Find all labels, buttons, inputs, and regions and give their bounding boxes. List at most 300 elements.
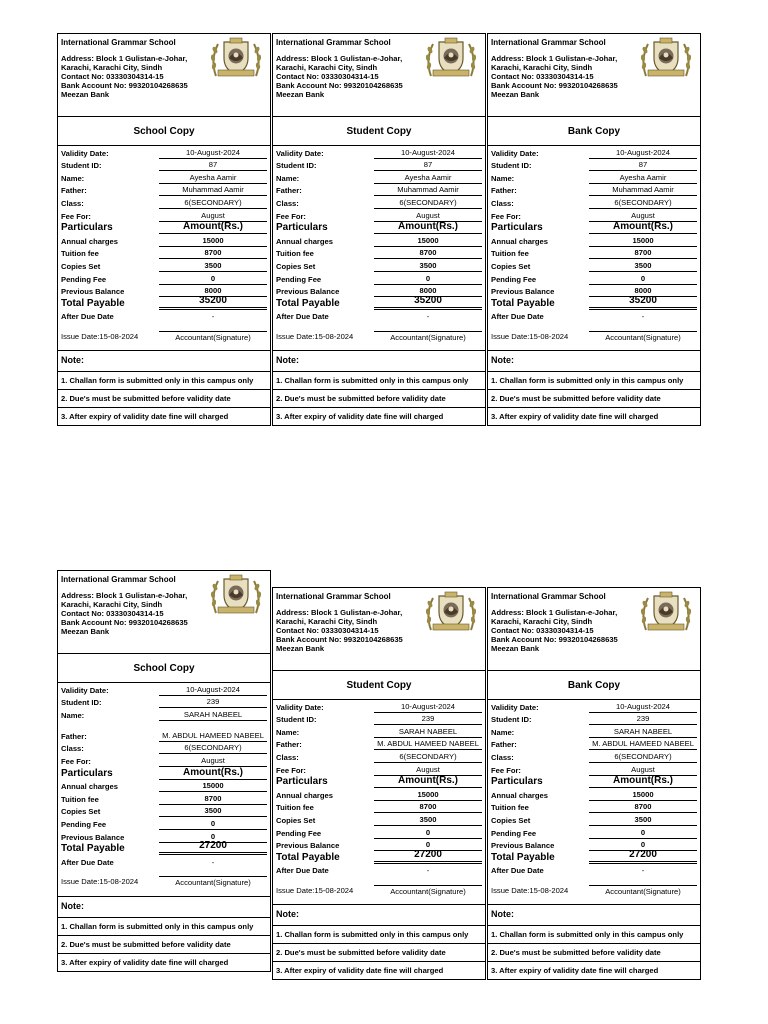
annual-charges-row <box>273 788 485 801</box>
school-name: International Grammar School <box>61 38 176 47</box>
name-value: SARAH NABEEL <box>589 727 697 738</box>
after-due-row <box>273 310 485 323</box>
note-heading: Note: <box>58 897 270 918</box>
tuition-fee-row <box>58 247 270 260</box>
school-crest-logo <box>208 36 264 80</box>
student-id-label: Student ID: <box>61 698 102 708</box>
issue-date: Issue Date:15-08-2024 <box>61 877 139 887</box>
particulars-header-row <box>488 776 700 789</box>
pending-fee-value: 0 <box>589 828 697 839</box>
name-label: Name: <box>61 710 85 720</box>
class-label: Class: <box>276 752 299 762</box>
pending-fee-label: Pending Fee <box>276 828 322 838</box>
tuition-fee-label: Tuition fee <box>491 249 529 259</box>
school-header <box>273 588 485 671</box>
fee-for-value: August <box>589 211 697 222</box>
particulars-header-row <box>273 776 485 789</box>
rule-before-validity: 2. Due's must be submitted before validity date <box>273 944 485 962</box>
rule-fine: 3. After expiry of validity date fine will charged <box>491 412 659 422</box>
total-payable-row <box>273 848 485 864</box>
challan-details <box>488 146 700 425</box>
class-value: 6(SECONDARY) <box>589 198 697 209</box>
father-value: Muhammad Aamir <box>159 185 267 196</box>
contact-line: Contact No: 03330304314-15 <box>276 626 379 635</box>
father-label: Father: <box>276 186 302 196</box>
copies-set-label: Copies Set <box>491 261 531 271</box>
class-label: Class: <box>61 198 84 208</box>
accountant-signature: Accountant(Signature) <box>374 331 482 342</box>
class-row <box>488 196 700 209</box>
school-crest-logo <box>638 36 694 80</box>
total-payable-row <box>273 294 485 310</box>
after-due-label: After Due Date <box>61 312 114 322</box>
rule-fine: 3. After expiry of validity date fine will charged <box>276 412 444 422</box>
fee-for-row <box>273 763 485 776</box>
school-name: International Grammar School <box>491 592 606 601</box>
school-name: International Grammar School <box>491 38 606 47</box>
after-due-row <box>273 864 485 877</box>
validity-row <box>488 146 700 159</box>
name-value: SARAH NABEEL <box>159 710 267 721</box>
address-line: Karachi, Karachi City, Sindh <box>61 600 163 609</box>
fee-challan <box>272 33 486 426</box>
rule-before-validity: 2. Due's must be submitted before validity date <box>273 390 485 408</box>
copy-title: Bank Copy <box>488 671 700 700</box>
bank-name-line: Meezan Bank <box>276 644 325 653</box>
tuition-fee-value: 8700 <box>589 248 697 259</box>
father-label: Father: <box>491 186 517 196</box>
address-line: Address: Block 1 Gulistan-e-Johar, <box>61 54 188 63</box>
address-line: Address: Block 1 Gulistan-e-Johar, <box>491 608 618 617</box>
amount-header: Amount(Rs.) <box>374 221 482 234</box>
issue-signature-row <box>58 868 270 897</box>
copies-set-row <box>58 259 270 272</box>
address-line: Address: Block 1 Gulistan-e-Johar, <box>61 591 188 600</box>
total-payable-value: 27200 <box>374 849 482 864</box>
contact-line: Contact No: 03330304314-15 <box>491 626 594 635</box>
fee-for-value: August <box>159 211 267 222</box>
amount-header: Amount(Rs.) <box>159 221 267 234</box>
annual-charges-value: 15000 <box>159 236 267 247</box>
pending-fee-value: 0 <box>159 819 267 830</box>
school-crest-logo <box>208 573 264 617</box>
contact-line: Contact No: 03330304314-15 <box>276 72 379 81</box>
pending-fee-label: Pending Fee <box>61 819 107 829</box>
after-due-label: After Due Date <box>276 866 329 876</box>
challan-details <box>488 700 700 979</box>
class-label: Class: <box>491 752 514 762</box>
address-line: Karachi, Karachi City, Sindh <box>61 63 163 72</box>
fee-for-row <box>488 763 700 776</box>
father-value: Muhammad Aamir <box>589 185 697 196</box>
school-header <box>488 588 700 671</box>
issue-date: Issue Date:15-08-2024 <box>491 885 569 895</box>
fee-for-label: Fee For: <box>491 765 521 775</box>
class-value: 6(SECONDARY) <box>159 743 267 754</box>
student-id-label: Student ID: <box>276 161 317 171</box>
tuition-fee-label: Tuition fee <box>61 794 99 804</box>
pending-fee-row <box>273 826 485 839</box>
particulars-label: Particulars <box>276 776 328 788</box>
after-due-value: - <box>426 866 430 876</box>
tuition-fee-row <box>488 801 700 814</box>
accountant-signature: Accountant(Signature) <box>589 331 697 342</box>
amount-header: Amount(Rs.) <box>589 221 697 234</box>
previous-balance-label: Previous Balance <box>61 287 125 297</box>
amount-header: Amount(Rs.) <box>159 767 267 780</box>
bank-account-line: Bank Account No: 99320104268635 <box>61 81 188 90</box>
after-due-label: After Due Date <box>491 866 544 876</box>
address-line: Address: Block 1 Gulistan-e-Johar, <box>491 54 618 63</box>
particulars-label: Particulars <box>61 222 113 234</box>
annual-charges-value: 15000 <box>589 236 697 247</box>
issue-date: Issue Date:15-08-2024 <box>491 331 569 341</box>
total-payable-value: 27200 <box>159 840 267 855</box>
issue-signature-row <box>58 322 270 351</box>
fee-challan <box>57 33 271 426</box>
validity-value: 10-August-2024 <box>374 702 482 713</box>
class-row <box>273 750 485 763</box>
student-id-row <box>488 159 700 172</box>
student-id-row <box>273 159 485 172</box>
total-payable-row <box>58 840 270 856</box>
bank-name-line: Meezan Bank <box>491 644 540 653</box>
total-payable-value: 35200 <box>374 295 482 310</box>
pending-fee-label: Pending Fee <box>61 274 107 284</box>
copies-set-value: 3500 <box>159 261 267 272</box>
after-due-value: - <box>211 857 215 867</box>
annual-charges-row <box>488 234 700 247</box>
name-row <box>488 171 700 184</box>
rule-before-validity: 2. Due's must be submitted before validity date <box>58 390 270 408</box>
father-value: M. ABDUL HAMEED NABEEL <box>589 739 697 750</box>
note-heading: Note: <box>58 351 270 372</box>
challan-details <box>273 146 485 425</box>
rule-campus-only: 1. Challan form is submitted only in this campus only <box>488 926 700 944</box>
father-row <box>58 184 270 197</box>
pending-fee-label: Pending Fee <box>491 274 537 284</box>
bank-name-line: Meezan Bank <box>61 90 110 99</box>
pending-fee-row <box>488 826 700 839</box>
previous-balance-label: Previous Balance <box>276 841 340 851</box>
address-line: Karachi, Karachi City, Sindh <box>276 63 378 72</box>
pending-fee-value: 0 <box>159 274 267 285</box>
name-label: Name: <box>276 173 300 183</box>
class-row <box>58 196 270 209</box>
school-name: International Grammar School <box>276 592 391 601</box>
rule-before-validity: 2. Due's must be submitted before validity date <box>488 944 700 962</box>
fee-challan <box>57 570 271 972</box>
school-header <box>58 571 270 654</box>
rule-campus-only: 1. Challan form is submitted only in this campus only <box>58 372 270 390</box>
fee-challan <box>487 587 701 980</box>
pending-fee-row <box>58 272 270 285</box>
tuition-fee-row <box>273 801 485 814</box>
fee-for-row <box>273 209 485 222</box>
class-value: 6(SECONDARY) <box>374 198 482 209</box>
student-id-label: Student ID: <box>491 161 532 171</box>
copies-set-value: 3500 <box>374 815 482 826</box>
accountant-signature: Accountant(Signature) <box>589 885 697 896</box>
pending-fee-value: 0 <box>589 274 697 285</box>
father-row <box>58 721 270 742</box>
after-due-value: - <box>426 312 430 322</box>
particulars-header-row <box>273 222 485 235</box>
tuition-fee-label: Tuition fee <box>61 249 99 259</box>
accountant-signature: Accountant(Signature) <box>374 885 482 896</box>
note-heading: Note: <box>273 905 485 926</box>
particulars-header-row <box>58 222 270 235</box>
bank-name-line: Meezan Bank <box>276 90 325 99</box>
validity-value: 10-August-2024 <box>589 148 697 159</box>
class-row <box>273 196 485 209</box>
previous-balance-label: Previous Balance <box>491 841 555 851</box>
school-crest-logo <box>638 590 694 634</box>
validity-row <box>58 146 270 159</box>
copies-set-row <box>58 805 270 818</box>
father-label: Father: <box>61 186 87 196</box>
particulars-label: Particulars <box>491 222 543 234</box>
contact-line: Contact No: 03330304314-15 <box>61 72 164 81</box>
father-row <box>488 184 700 197</box>
total-payable-label: Total Payable <box>276 851 340 863</box>
contact-line: Contact No: 03330304314-15 <box>61 609 164 618</box>
school-name: International Grammar School <box>61 575 176 584</box>
address-line: Address: Block 1 Gulistan-e-Johar, <box>276 608 403 617</box>
tuition-fee-value: 8700 <box>374 802 482 813</box>
amount-header: Amount(Rs.) <box>589 775 697 788</box>
issue-date: Issue Date:15-08-2024 <box>276 331 354 341</box>
issue-signature-row <box>273 876 485 905</box>
previous-balance-label: Previous Balance <box>276 287 340 297</box>
bank-name-line: Meezan Bank <box>491 90 540 99</box>
copies-set-label: Copies Set <box>61 807 101 817</box>
annual-charges-row <box>58 234 270 247</box>
student-id-row <box>58 159 270 172</box>
copy-title: School Copy <box>58 654 270 683</box>
student-id-value: 239 <box>374 714 482 725</box>
validity-row <box>58 683 270 696</box>
name-value: SARAH NABEEL <box>374 727 482 738</box>
father-row <box>273 184 485 197</box>
pending-fee-value: 0 <box>374 274 482 285</box>
particulars-label: Particulars <box>276 222 328 234</box>
validity-value: 10-August-2024 <box>589 702 697 713</box>
class-value: 6(SECONDARY) <box>589 752 697 763</box>
tuition-fee-value: 8700 <box>589 802 697 813</box>
annual-charges-label: Annual charges <box>276 790 333 800</box>
accountant-signature: Accountant(Signature) <box>159 876 267 887</box>
pending-fee-row <box>488 272 700 285</box>
copies-set-value: 3500 <box>159 806 267 817</box>
total-payable-label: Total Payable <box>61 297 125 309</box>
fee-for-value: August <box>159 756 267 767</box>
class-label: Class: <box>491 198 514 208</box>
after-due-row <box>488 864 700 877</box>
fee-challan <box>272 587 486 980</box>
particulars-label: Particulars <box>61 767 113 779</box>
challan-details <box>58 146 270 425</box>
father-value: Muhammad Aamir <box>374 185 482 196</box>
student-id-row <box>58 696 270 709</box>
tuition-fee-row <box>58 792 270 805</box>
father-row <box>488 738 700 751</box>
bank-account-line: Bank Account No: 99320104268635 <box>491 81 618 90</box>
rule-campus-only: 1. Challan form is submitted only in this campus only <box>273 926 485 944</box>
annual-charges-label: Annual charges <box>61 782 118 792</box>
name-row <box>488 725 700 738</box>
class-value: 6(SECONDARY) <box>159 198 267 209</box>
after-due-value: - <box>211 312 215 322</box>
previous-balance-value: 8000 <box>374 286 482 297</box>
issue-signature-row <box>488 876 700 905</box>
validity-row <box>273 146 485 159</box>
rule-before-validity: 2. Due's must be submitted before validity date <box>58 936 270 954</box>
issue-date: Issue Date:15-08-2024 <box>61 331 139 341</box>
copy-title: Bank Copy <box>488 117 700 146</box>
tuition-fee-label: Tuition fee <box>276 249 314 259</box>
validity-value: 10-August-2024 <box>159 148 267 159</box>
validity-row <box>488 700 700 713</box>
challan-details <box>58 683 270 971</box>
school-header <box>58 34 270 117</box>
copies-set-row <box>488 813 700 826</box>
total-payable-value: 35200 <box>589 295 697 310</box>
tuition-fee-row <box>273 247 485 260</box>
name-value: Ayesha Aamir <box>159 173 267 184</box>
accountant-signature: Accountant(Signature) <box>159 331 267 342</box>
previous-balance-label: Previous Balance <box>61 832 125 842</box>
validity-value: 10-August-2024 <box>374 148 482 159</box>
student-id-value: 87 <box>159 160 267 171</box>
annual-charges-value: 15000 <box>589 790 697 801</box>
validity-label: Validity Date: <box>276 702 324 712</box>
after-due-label: After Due Date <box>491 312 544 322</box>
after-due-label: After Due Date <box>61 857 114 867</box>
fee-challan <box>487 33 701 426</box>
pending-fee-row <box>58 817 270 830</box>
name-label: Name: <box>276 727 300 737</box>
after-due-value: - <box>641 312 645 322</box>
student-id-value: 239 <box>159 697 267 708</box>
after-due-row <box>58 310 270 323</box>
school-name: International Grammar School <box>276 38 391 47</box>
school-header <box>273 34 485 117</box>
school-crest-logo <box>423 590 479 634</box>
fee-for-label: Fee For: <box>61 211 91 221</box>
copies-set-value: 3500 <box>374 261 482 272</box>
copies-set-row <box>273 813 485 826</box>
father-label: Father: <box>61 731 87 741</box>
annual-charges-row <box>58 780 270 793</box>
pending-fee-label: Pending Fee <box>276 274 322 284</box>
previous-balance-value: 0 <box>159 832 267 843</box>
total-payable-row <box>58 294 270 310</box>
bank-account-line: Bank Account No: 99320104268635 <box>276 81 403 90</box>
school-crest-logo <box>423 36 479 80</box>
pending-fee-row <box>273 272 485 285</box>
student-id-value: 87 <box>589 160 697 171</box>
name-label: Name: <box>61 173 85 183</box>
amount-header: Amount(Rs.) <box>374 775 482 788</box>
pending-fee-value: 0 <box>374 828 482 839</box>
issue-signature-row <box>273 322 485 351</box>
father-value: M. ABDUL HAMEED NABEEL <box>374 739 482 750</box>
total-payable-label: Total Payable <box>276 297 340 309</box>
tuition-fee-value: 8700 <box>374 248 482 259</box>
issue-signature-row <box>488 322 700 351</box>
copies-set-value: 3500 <box>589 261 697 272</box>
class-row <box>488 750 700 763</box>
total-payable-label: Total Payable <box>491 297 555 309</box>
tuition-fee-label: Tuition fee <box>276 803 314 813</box>
student-id-value: 239 <box>589 714 697 725</box>
father-value: M. ABDUL HAMEED NABEEL <box>159 731 267 742</box>
tuition-fee-row <box>488 247 700 260</box>
annual-charges-value: 15000 <box>159 781 267 792</box>
tuition-fee-value: 8700 <box>159 248 267 259</box>
after-due-row <box>488 310 700 323</box>
tuition-fee-label: Tuition fee <box>491 803 529 813</box>
name-row <box>273 725 485 738</box>
student-id-value: 87 <box>374 160 482 171</box>
annual-charges-value: 15000 <box>374 790 482 801</box>
annual-charges-label: Annual charges <box>61 236 118 246</box>
validity-row <box>273 700 485 713</box>
address-line: Karachi, Karachi City, Sindh <box>276 617 378 626</box>
name-row <box>58 708 270 721</box>
fee-for-row <box>58 754 270 767</box>
annual-charges-row <box>273 234 485 247</box>
particulars-header-row <box>488 222 700 235</box>
copy-title: Student Copy <box>273 671 485 700</box>
student-id-row <box>273 713 485 726</box>
student-id-label: Student ID: <box>276 715 317 725</box>
validity-label: Validity Date: <box>491 148 539 158</box>
fee-for-value: August <box>374 211 482 222</box>
student-id-label: Student ID: <box>61 161 102 171</box>
after-due-value: - <box>641 866 645 876</box>
particulars-header-row <box>58 767 270 780</box>
copies-set-label: Copies Set <box>276 815 316 825</box>
name-label: Name: <box>491 173 515 183</box>
contact-line: Contact No: 03330304314-15 <box>491 72 594 81</box>
rule-campus-only: 1. Challan form is submitted only in this campus only <box>58 918 270 936</box>
validity-label: Validity Date: <box>61 148 109 158</box>
fee-for-row <box>58 209 270 222</box>
total-payable-label: Total Payable <box>491 851 555 863</box>
copies-set-value: 3500 <box>589 815 697 826</box>
issue-date: Issue Date:15-08-2024 <box>276 885 354 895</box>
after-due-label: After Due Date <box>276 312 329 322</box>
father-row <box>273 738 485 751</box>
father-label: Father: <box>491 740 517 750</box>
total-payable-row <box>488 294 700 310</box>
father-label: Father: <box>276 740 302 750</box>
copies-set-label: Copies Set <box>276 261 316 271</box>
address-line: Karachi, Karachi City, Sindh <box>491 617 593 626</box>
bank-account-line: Bank Account No: 99320104268635 <box>491 635 618 644</box>
bank-account-line: Bank Account No: 99320104268635 <box>276 635 403 644</box>
fee-for-value: August <box>589 765 697 776</box>
annual-charges-row <box>488 788 700 801</box>
total-payable-label: Total Payable <box>61 843 125 855</box>
annual-charges-label: Annual charges <box>491 236 548 246</box>
note-heading: Note: <box>488 351 700 372</box>
rule-fine: 3. After expiry of validity date fine will charged <box>276 966 444 976</box>
previous-balance-value: 0 <box>374 840 482 851</box>
bank-account-line: Bank Account No: 99320104268635 <box>61 618 188 627</box>
